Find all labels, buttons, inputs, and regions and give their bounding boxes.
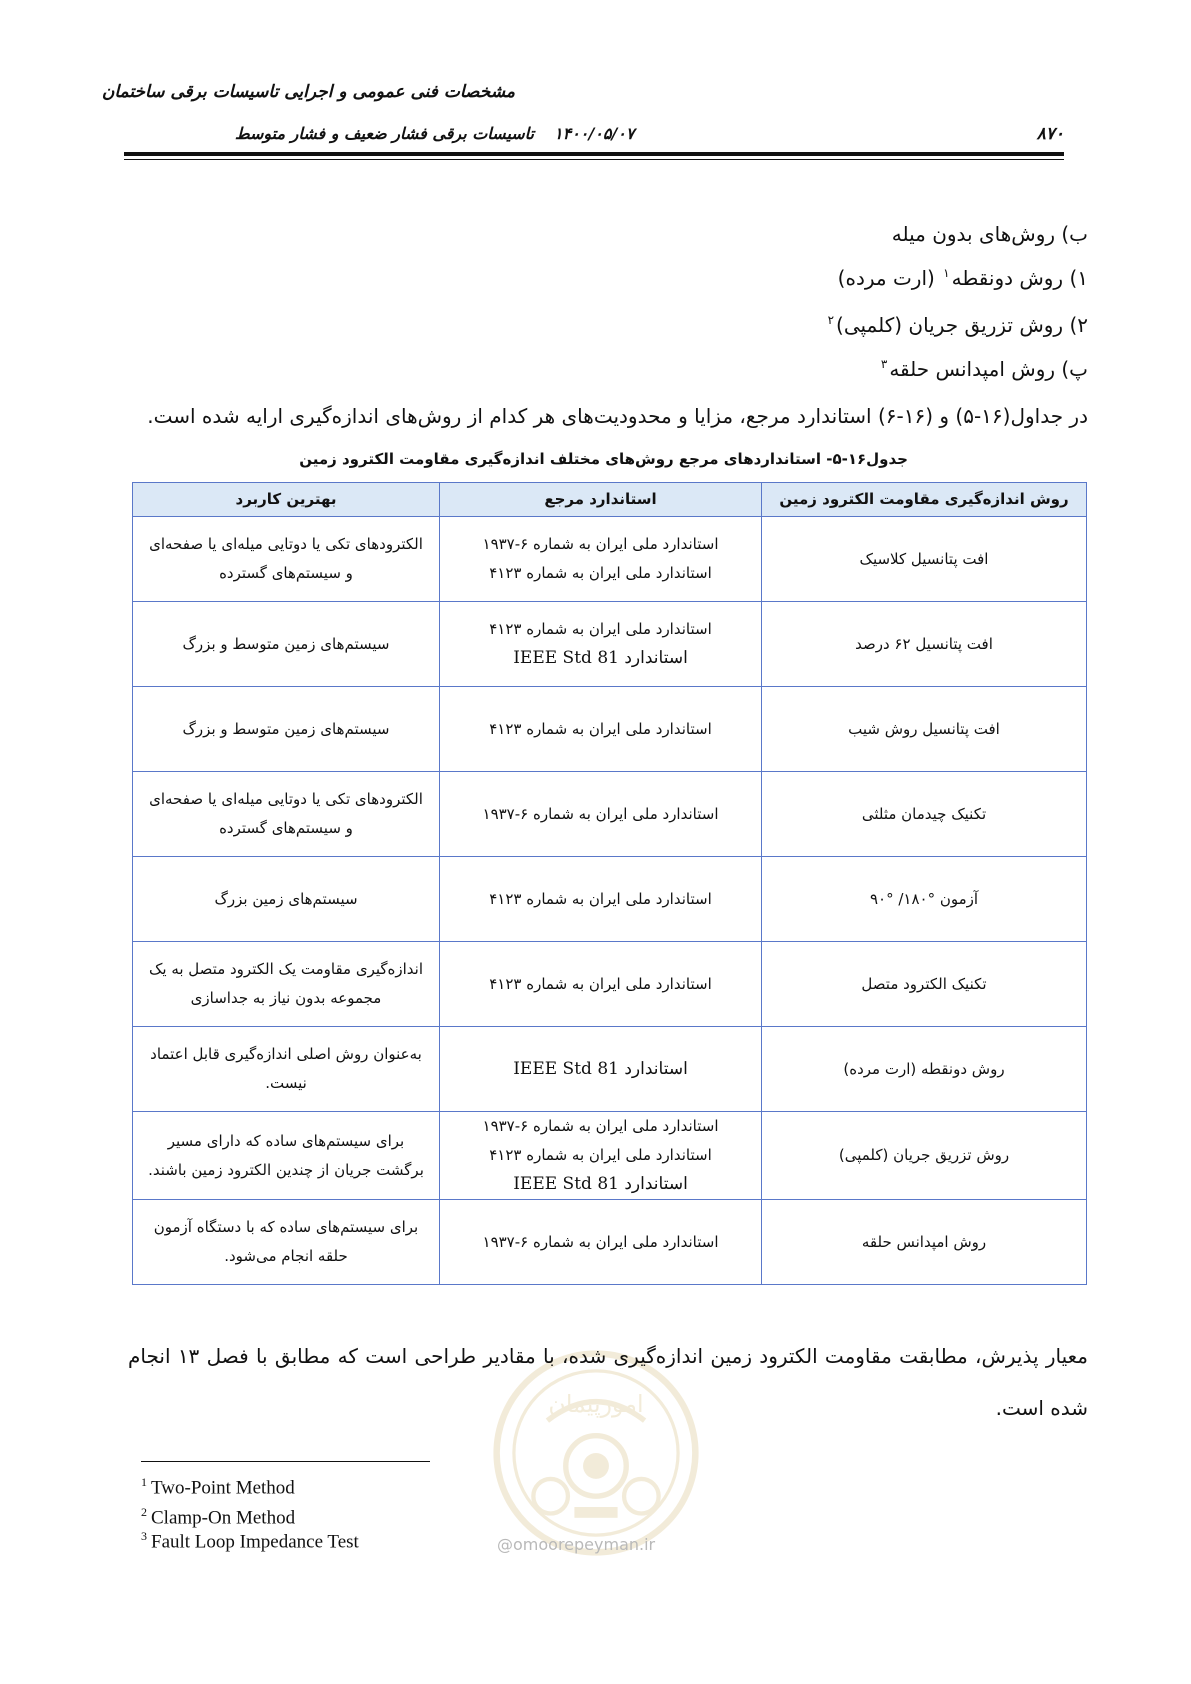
table-row	[133, 772, 1087, 857]
acceptance-paragraph: معیار پذیرش، مطابقت مقاومت الکترود زمین اندازه‌گیری شده، با مقادیر طراحی است که مطابق با فصل ۱۳ انجام شده است.	[128, 1344, 1088, 1420]
table-row	[133, 687, 1087, 772]
standard-line: استاندارد ملی ایران به شماره ۶-۱۹۳۷	[482, 1117, 719, 1135]
page-number: ۸۷۰	[1036, 124, 1064, 144]
standard-line: استاندارد IEEE Std 81	[513, 648, 688, 668]
cell-standard	[440, 1027, 762, 1112]
cell-method: تکنیک الکترود متصل	[762, 942, 1087, 1027]
standard-line: استاندارد ملی ایران به شماره ۴۱۲۳	[489, 719, 712, 738]
intro-paragraph: در جداول(۱۶-۵) و (۱۶-۶) استاندارد مرجع، مزایا و محدودیت‌های هر کدام از روش‌های اندازه‌گیری ارایه شده است.	[147, 404, 1088, 428]
standard-line: استاندارد ملی ایران به شماره ۴۱۲۳	[489, 564, 712, 582]
cell-use: برای سیستم‌های ساده که با دستگاه آزمون حلقه انجام می‌شود.	[133, 1200, 440, 1285]
cell-use: سیستم‌های زمین متوسط و بزرگ	[133, 602, 440, 687]
watermark-logo-text: امورپیمان	[548, 1389, 644, 1418]
watermark-site: @omoorepeyman.ir	[497, 1535, 656, 1554]
footnote-3	[141, 1529, 359, 1553]
method-clamp-on-label: ۲) روش تزریق جریان (کلمپی)	[836, 313, 1088, 337]
header-standard: استاندارد مرجع	[440, 483, 762, 517]
cell-use: به‌عنوان روش اصلی اندازه‌گیری قابل اعتماد نیست.	[133, 1027, 440, 1112]
standard-line: استاندارد IEEE Std 81	[513, 1058, 688, 1079]
cell-use: سیستم‌های زمین متوسط و بزرگ	[133, 687, 440, 772]
footnote-text: Fault Loop Impedance Test	[151, 1531, 359, 1553]
method-clamp-on	[826, 313, 1088, 337]
standard-line: استاندارد ملی ایران به شماره ۴۱۲۳	[489, 889, 712, 908]
standard-line: استاندارد ملی ایران به شماره ۴۱۲۳	[489, 1146, 712, 1164]
header-method: روش اندازه‌گیری مقاومت الکترود زمین	[762, 483, 1087, 517]
cell-use: اندازه‌گیری مقاومت یک الکترود متصل به یک مجموعه بدون نیاز به جداسازی	[133, 942, 440, 1027]
table-row	[133, 517, 1087, 602]
header-row	[124, 120, 1064, 146]
table-row	[133, 1200, 1087, 1285]
table-caption: جدول۱۶-۵- استانداردهای مرجع روش‌های مختلف اندازه‌گیری مقاومت الکترود زمین	[299, 450, 908, 468]
header-use: بهترین کاربرد	[133, 483, 440, 517]
header-title: مشخصات فنی عمومی و اجرایی تاسیسات برقی ساختمان	[101, 82, 515, 102]
cell-method: آزمون °۱۸۰/ °۹۰	[762, 857, 1087, 942]
header-date: ۱۴۰۰/۰۵/۰۷	[554, 124, 635, 143]
cell-method: تکنیک چیدمان مثلثی	[762, 772, 1087, 857]
footnote-ref-2: ۲	[827, 313, 835, 328]
header-rule-thin	[124, 159, 1064, 160]
footnote-rule	[141, 1461, 430, 1462]
table-row	[133, 602, 1087, 687]
cell-standard	[440, 602, 762, 687]
cell-use: برای سیستم‌های ساده که دارای مسیر برگشت جریان از چندین الکترود زمین باشند.	[133, 1112, 440, 1200]
cell-standard	[440, 942, 762, 1027]
cell-method: افت پتانسیل روش شیب	[762, 687, 1087, 772]
table-row	[133, 1112, 1087, 1200]
header-subtitle: تاسیسات برقی فشار ضعیف و فشار متوسط	[234, 124, 534, 143]
cell-method: روش امپدانس حلقه	[762, 1200, 1087, 1285]
footnote-ref-1: ۱	[943, 266, 950, 281]
footnote-2	[141, 1505, 295, 1529]
method-two-point	[838, 266, 1088, 290]
method-group-b: ب) روش‌های بدون میله	[891, 222, 1088, 246]
cell-method: روش تزریق جریان (کلمپی)	[762, 1112, 1087, 1200]
footnote-text: Two-Point Method	[151, 1477, 295, 1499]
method-two-point-tail: (ارت مرده)	[837, 266, 935, 290]
footnote-text: Clamp-On Method	[151, 1507, 296, 1529]
method-loop-impedance-label: پ) روش امپدانس حلقه	[889, 357, 1088, 381]
table-row	[133, 857, 1087, 942]
cell-use: الکترودهای تکی یا دوتایی میله‌ای یا صفحه‌ای و سیستم‌های گسترده	[133, 772, 440, 857]
footnote-number: 1	[141, 1475, 147, 1489]
standard-line: استاندارد ملی ایران به شماره ۶-۱۹۳۷	[482, 1232, 719, 1251]
table-row	[133, 1027, 1087, 1112]
standard-line: استاندارد ملی ایران به شماره ۴۱۲۳	[489, 620, 712, 638]
standard-line: استاندارد ملی ایران به شماره ۶-۱۹۳۷	[482, 535, 719, 553]
cell-method: افت پتانسیل کلاسیک	[762, 517, 1087, 602]
cell-standard	[440, 687, 762, 772]
footnote-1	[141, 1475, 295, 1499]
header-rule-thick	[124, 152, 1064, 156]
cell-method: افت پتانسیل ۶۲ درصد	[762, 602, 1087, 687]
standard-line: استاندارد IEEE Std 81	[513, 1174, 688, 1194]
footnote-number: 2	[141, 1505, 147, 1519]
cell-method: روش دونقطه (ارت مرده)	[762, 1027, 1087, 1112]
footnote-ref-3: ۳	[880, 357, 888, 372]
standard-line: استاندارد ملی ایران به شماره ۴۱۲۳	[489, 974, 712, 993]
standard-line: استاندارد ملی ایران به شماره ۶-۱۹۳۷	[482, 804, 719, 823]
method-loop-impedance	[879, 357, 1088, 381]
footnote-number: 3	[141, 1529, 147, 1543]
cell-standard	[440, 1112, 762, 1200]
cell-use: سیستم‌های زمین بزرگ	[133, 857, 440, 942]
cell-use: الکترودهای تکی یا دوتایی میله‌ای یا صفحه‌ای و سیستم‌های گسترده	[133, 517, 440, 602]
cell-standard	[440, 772, 762, 857]
cell-standard	[440, 1200, 762, 1285]
cell-standard	[440, 857, 762, 942]
table-row	[133, 942, 1087, 1027]
table-header-row	[133, 483, 1087, 517]
cell-standard	[440, 517, 762, 602]
method-two-point-label: ۱) روش دونقطه	[951, 266, 1088, 290]
standards-table	[132, 482, 1087, 1285]
